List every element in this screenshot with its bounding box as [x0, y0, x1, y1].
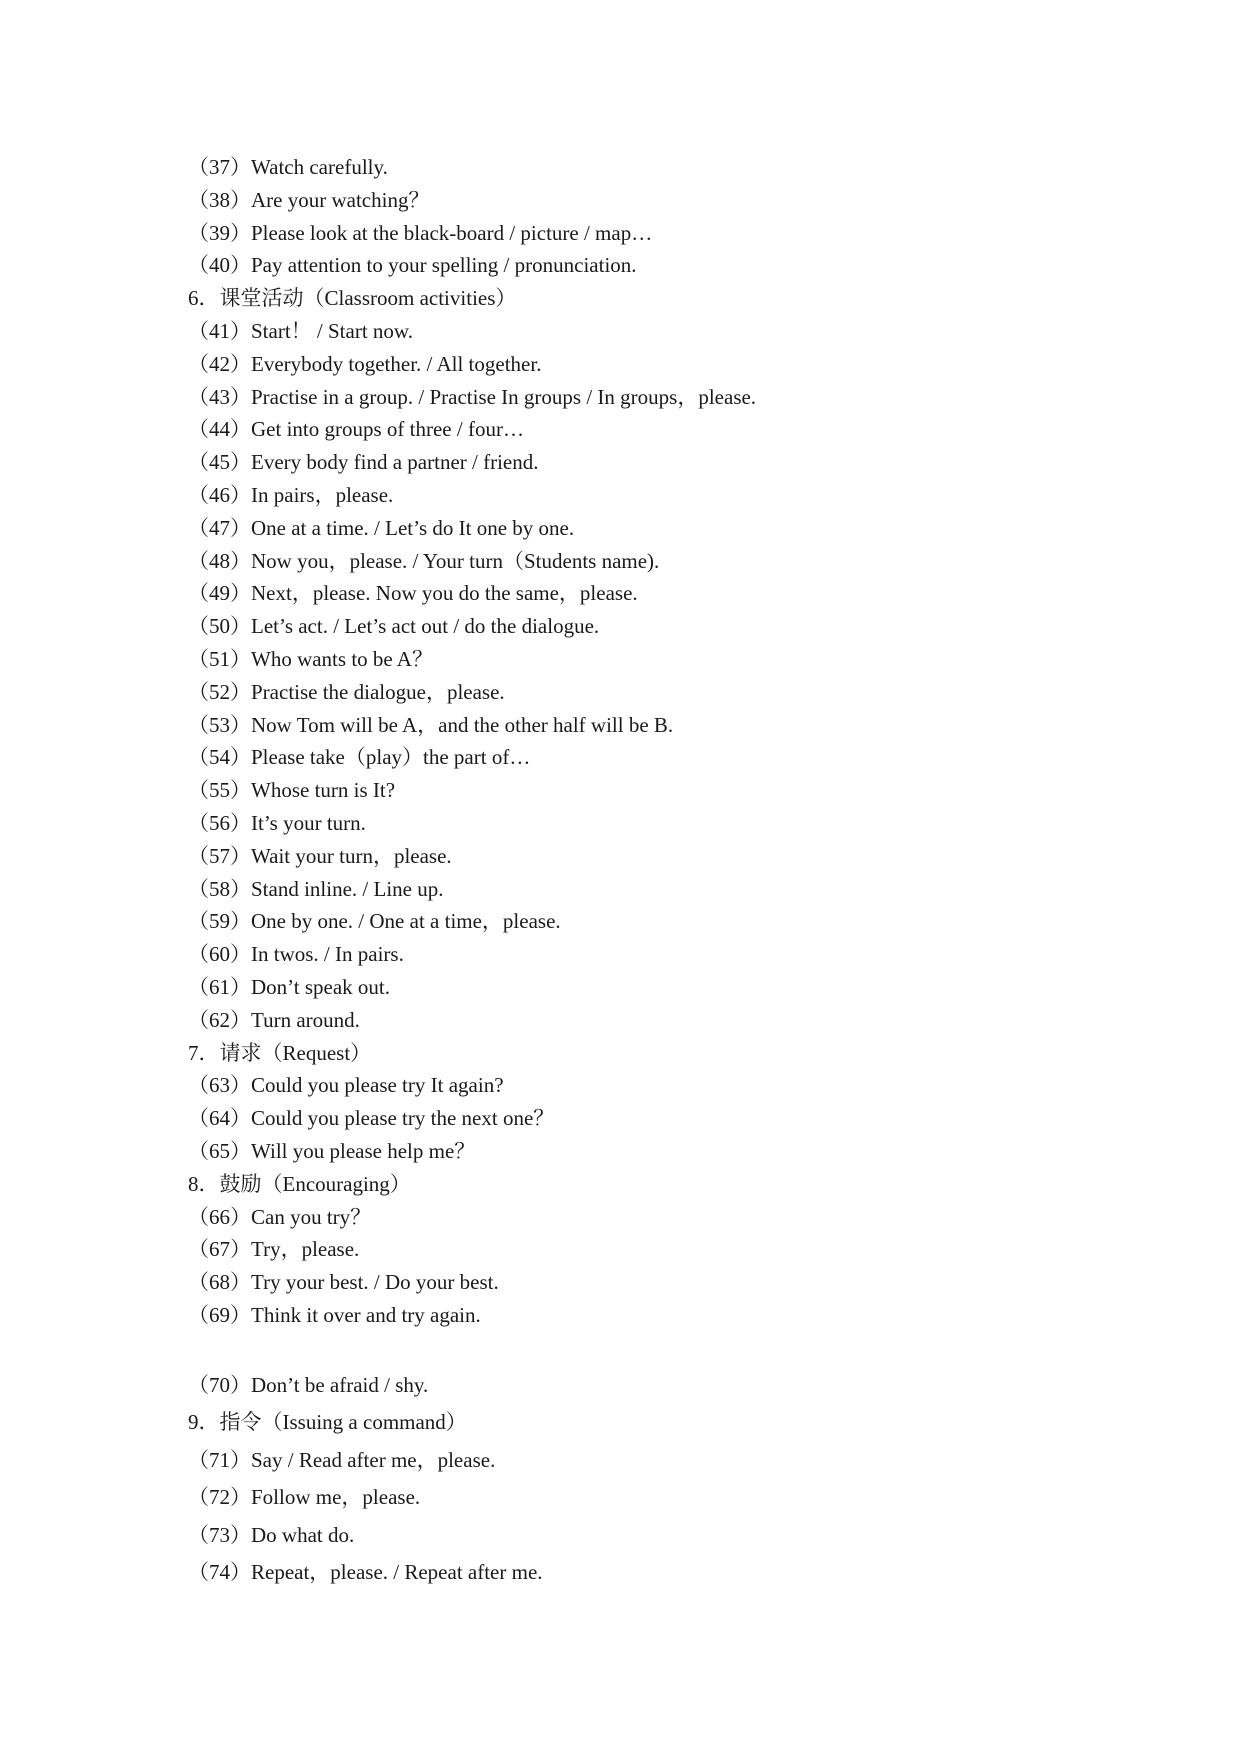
list-item: （59）One by one. / One at a time，please.: [188, 909, 561, 934]
list-item: （46）In pairs，please.: [188, 482, 394, 507]
list-item: （58）Stand inline. / Line up.: [188, 876, 444, 901]
list-item: （45）Every body find a partner / friend.: [188, 450, 539, 475]
list-item: （74）Repeat，please. / Repeat after me.: [188, 1560, 543, 1585]
list-item: （51）Who wants to be A？: [188, 646, 433, 671]
list-item: （61）Don’t speak out.: [188, 974, 391, 999]
list-item: （67）Try，please.: [188, 1237, 360, 1262]
list-item: （37）Watch carefully.: [188, 155, 388, 179]
list-item: （65）Will you please help me？: [188, 1138, 476, 1163]
section-heading: 9．指令（Issuing a command）: [188, 1410, 467, 1435]
list-item: （70）Don’t be afraid / shy.: [188, 1372, 429, 1397]
section-heading: 7．请求（Request）: [188, 1040, 372, 1065]
list-item: （53）Now Tom will be A，and the other half will be B.: [188, 712, 674, 737]
section-heading: 8．鼓励（Encouraging）: [188, 1171, 411, 1196]
list-item: （60）In twos. / In pairs.: [188, 942, 404, 967]
list-item: （66）Can you try？: [188, 1204, 372, 1229]
list-item: （62）Turn around.: [188, 1007, 360, 1032]
list-item: （71）Say / Read after me，please.: [188, 1447, 496, 1472]
list-item: （49）Next，please. Now you do the same，please.: [188, 581, 638, 606]
list-item: （39）Please look at the black-board / picture / map…: [188, 220, 653, 245]
list-item: （73）Do what do.: [188, 1522, 355, 1547]
list-item: （63）Could you please try It again?: [188, 1073, 504, 1098]
section-heading: 6．课堂活动（Classroom activities）: [188, 286, 517, 311]
list-item: （54）Please take（play）the part of…: [188, 745, 531, 770]
list-item: （40）Pay attention to your spelling / pronunciation.: [188, 253, 637, 278]
list-item: （42）Everybody together. / All together.: [188, 351, 542, 376]
document-body: [188, 151, 1148, 1592]
list-item: （52）Practise the dialogue，please.: [188, 679, 505, 704]
list-item: （41）Start！ / Start now.: [188, 318, 413, 343]
blank-gap: [188, 1332, 1148, 1367]
list-item: （64）Could you please try the next one？: [188, 1106, 555, 1131]
list-item: （55）Whose turn is It?: [188, 778, 396, 803]
list-item: （44）Get into groups of three / four…: [188, 417, 524, 442]
list-item: （38）Are your watching？: [188, 187, 430, 212]
list-item: （72）Follow me，please.: [188, 1485, 421, 1510]
list-item: （48）Now you，please. / Your turn（Students name).: [188, 548, 660, 573]
list-item: （50）Let’s act. / Let’s act out / do the dialogue.: [188, 614, 600, 639]
list-item: （56）It’s your turn.: [188, 810, 366, 835]
list-item: （69）Think it over and try again.: [188, 1302, 481, 1327]
list-item: （57）Wait your turn，please.: [188, 843, 452, 868]
list-item: （43）Practise in a group. / Practise In groups / In groups，please.: [188, 384, 757, 409]
list-item: （47）One at a time. / Let’s do It one by one.: [188, 515, 575, 540]
list-item: （68）Try your best. / Do your best.: [188, 1270, 499, 1295]
